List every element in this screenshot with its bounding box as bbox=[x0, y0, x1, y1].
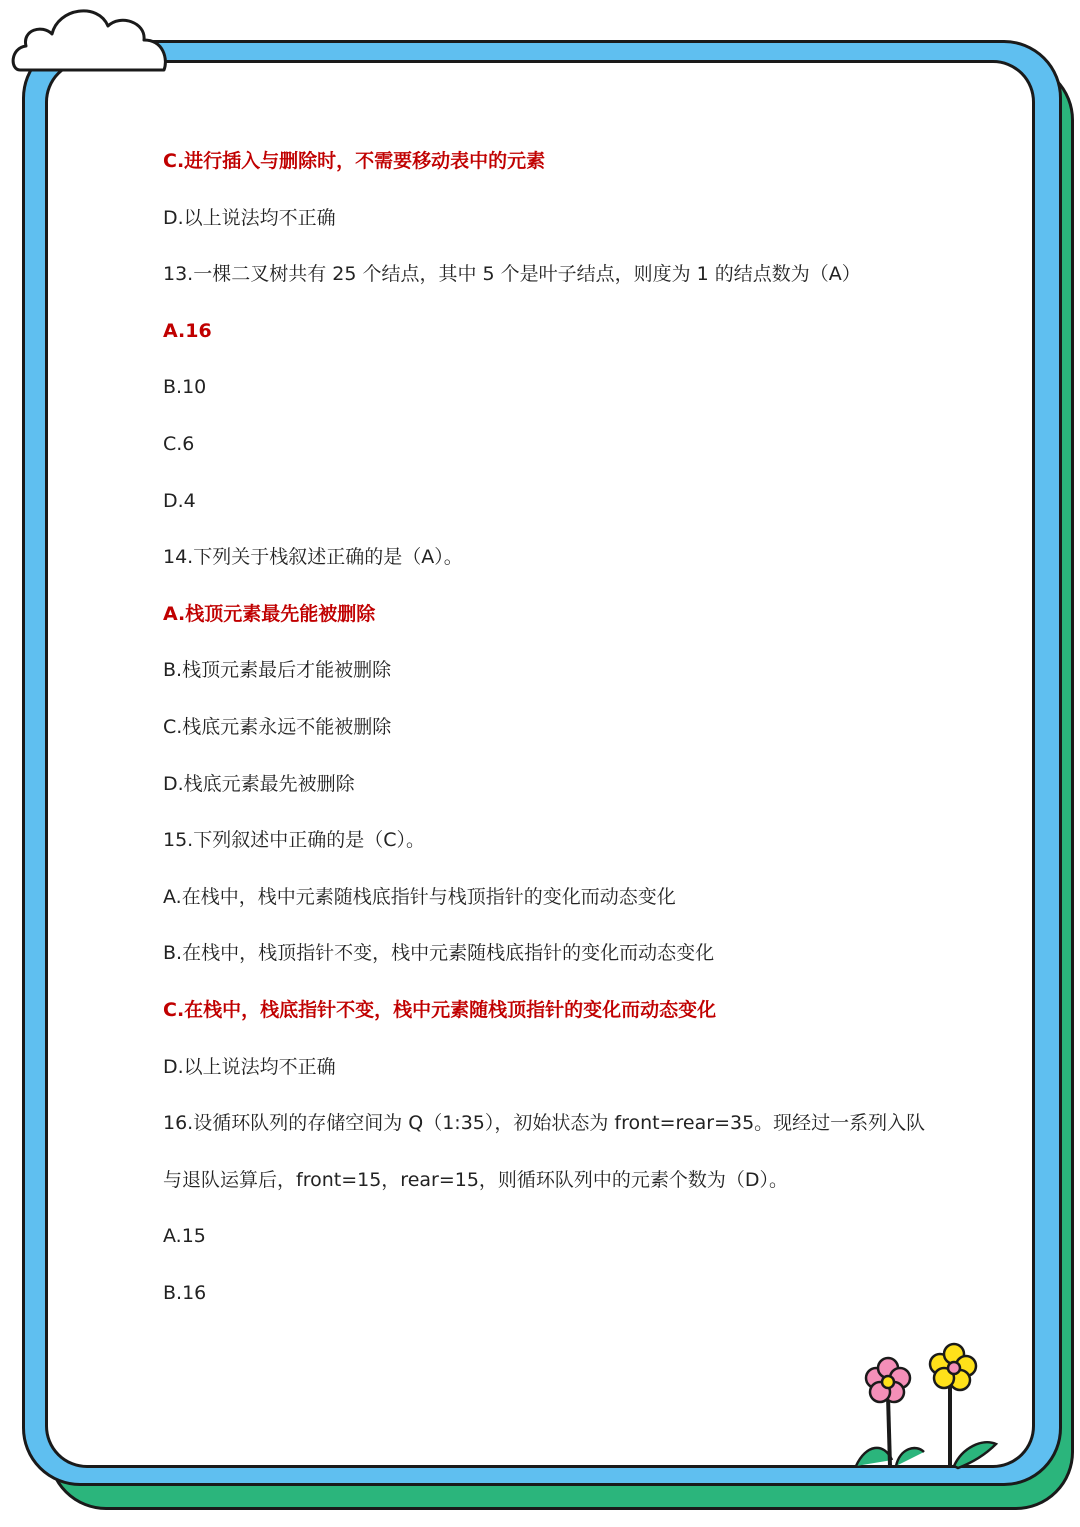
answer-line: A.栈顶元素最先能被删除 bbox=[163, 602, 376, 625]
text-line: C.6 bbox=[163, 432, 195, 455]
answer-line: C.进行插入与删除时，不需要移动表中的元素 bbox=[163, 150, 546, 172]
text-line: D.栈底元素最先被删除 bbox=[163, 772, 355, 795]
text-line: D.以上说法均不正确 bbox=[163, 206, 336, 229]
text-line: C.栈底元素永远不能被删除 bbox=[163, 715, 392, 738]
answer-line: C.在栈中，栈底指针不变，栈中元素随栈顶指针的变化而动态变化 bbox=[163, 998, 717, 1021]
flowers-icon bbox=[846, 1340, 1006, 1470]
question-list bbox=[163, 140, 983, 1328]
text-line: A.在栈中，栈中元素随栈底指针与栈顶指针的变化而动态变化 bbox=[163, 885, 676, 908]
text-line: 16.设循环队列的存储空间为 Q（1:35），初始状态为 front=rear=35。现经过一系列入队 bbox=[163, 1112, 926, 1135]
text-line: 与退队运算后，front=15，rear=15，则循环队列中的元素个数为（D）。 bbox=[163, 1168, 789, 1191]
text-line: 14.下列关于栈叙述正确的是（A）。 bbox=[163, 546, 463, 569]
text-line: 15.下列叙述中正确的是（C）。 bbox=[163, 829, 425, 852]
text-line: D.4 bbox=[163, 489, 196, 512]
text-line: B.在栈中，栈顶指针不变，栈中元素随栈底指针的变化而动态变化 bbox=[163, 942, 715, 965]
answer-line: A.16 bbox=[163, 319, 212, 342]
text-line: A.15 bbox=[163, 1225, 206, 1248]
text-line: B.10 bbox=[163, 376, 207, 399]
text-line: 13.一棵二叉树共有 25 个结点，其中 5 个是叶子结点，则度为 1 的结点数为（A） bbox=[163, 263, 861, 286]
text-line: D.以上说法均不正确 bbox=[163, 1055, 336, 1078]
text-line: B.栈顶元素最后才能被删除 bbox=[163, 659, 392, 682]
cloud-icon bbox=[8, 0, 170, 80]
text-line: B.16 bbox=[163, 1281, 207, 1304]
